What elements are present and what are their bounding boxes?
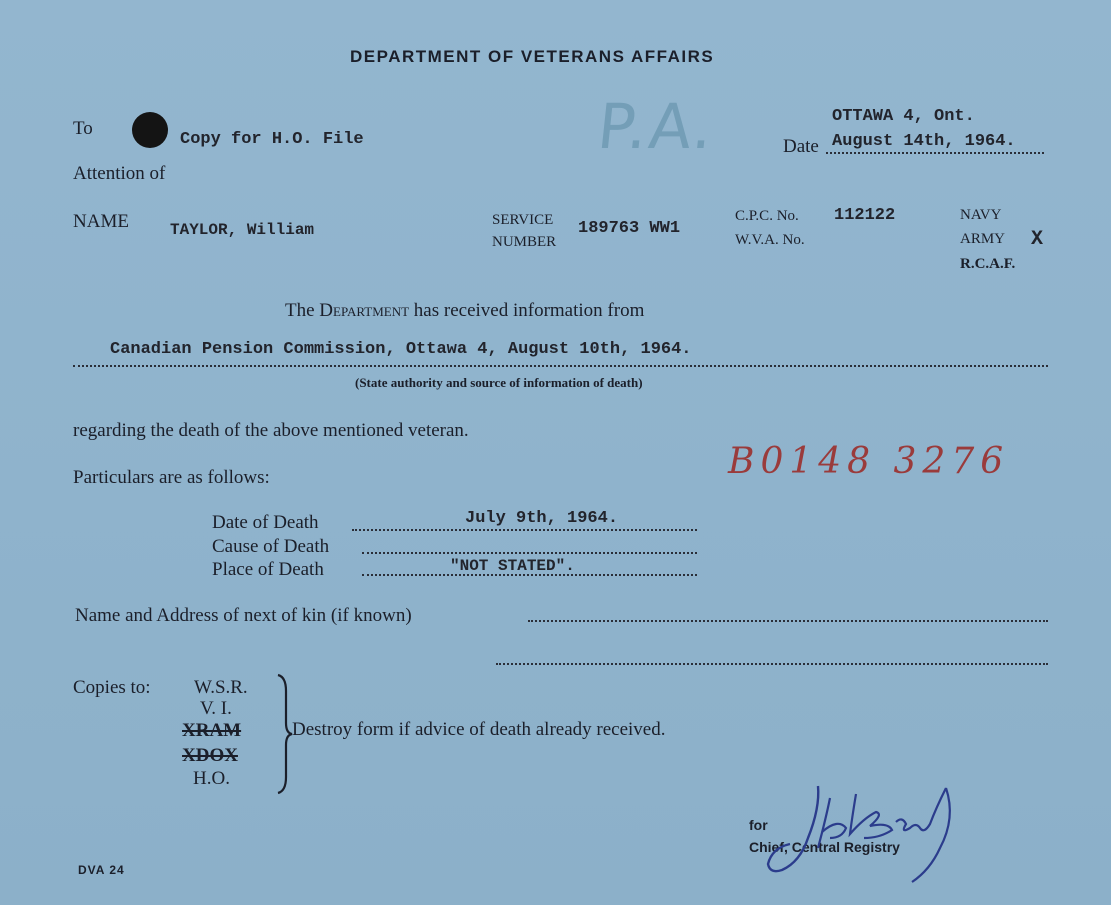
service-label-1: SERVICE <box>492 212 554 228</box>
to-label: To <box>73 118 93 139</box>
source-dotted-line <box>73 365 1048 367</box>
date-of-death-value: July 9th, 1964. <box>465 509 619 528</box>
location-city: OTTAWA 4, Ont. <box>832 107 975 126</box>
source-caption: (State authority and source of information of death) <box>355 375 643 390</box>
branch-navy: NAVY <box>960 207 1002 223</box>
copies-instruction: Destroy form if advice of death already received. <box>292 719 666 740</box>
signature-title: Chief, Central Registry <box>749 839 900 855</box>
signature-for-label: for <box>749 817 768 833</box>
info-intro: The Department has received information from <box>285 300 645 321</box>
date-of-death-line <box>352 529 697 531</box>
copies-item: V. I. <box>200 698 232 719</box>
regarding-text: regarding the death of the above mentioned veteran. <box>73 420 469 441</box>
name-label: NAME <box>73 211 129 232</box>
form-code: DVA 24 <box>78 863 125 877</box>
punch-hole <box>132 112 168 148</box>
info-source: Canadian Pension Commission, Ottawa 4, August 10th, 1964. <box>110 340 692 359</box>
place-of-death-label: Place of Death <box>212 559 324 580</box>
signature-icon <box>760 778 980 888</box>
copies-label: Copies to: <box>73 677 151 698</box>
brace-icon <box>272 673 294 795</box>
next-of-kin-line-2 <box>496 663 1048 665</box>
place-of-death-value: "NOT STATED". <box>450 557 575 575</box>
attention-label: Attention of <box>73 163 166 184</box>
to-value: Copy for H.O. File <box>180 130 364 149</box>
copies-item: H.O. <box>193 768 230 789</box>
cpc-value: 112122 <box>834 206 896 225</box>
pa-stamp: P.A. <box>594 90 719 163</box>
department-title: DEPARTMENT OF VETERANS AFFAIRS <box>350 47 715 66</box>
date-dotted-line <box>826 152 1044 154</box>
cause-of-death-line <box>362 552 697 554</box>
date-value: August 14th, 1964. <box>832 132 1016 151</box>
copies-item: W.S.R. <box>194 677 248 698</box>
next-of-kin-label: Name and Address of next of kin (if known) <box>75 605 412 626</box>
wva-label: W.V.A. No. <box>735 232 805 248</box>
copies-item-struck: XRAM <box>182 720 242 741</box>
branch-rcaf: R.C.A.F. <box>960 256 1016 272</box>
particulars-heading: Particulars are as follows: <box>73 467 270 488</box>
handwritten-file-number: B0148 3276 <box>728 441 1010 482</box>
date-label: Date <box>783 136 819 157</box>
copies-item-struck: XDOX <box>182 745 238 766</box>
cpc-label: C.P.C. No. <box>735 208 799 224</box>
service-number-value: 189763 WW1 <box>578 219 681 238</box>
name-value: TAYLOR, William <box>170 221 315 239</box>
branch-army-mark: X <box>1031 228 1044 251</box>
branch-army: ARMY <box>960 231 1006 247</box>
next-of-kin-line-1 <box>528 620 1048 622</box>
service-label-2: NUMBER <box>492 234 557 250</box>
date-of-death-label: Date of Death <box>212 512 319 533</box>
cause-of-death-label: Cause of Death <box>212 536 330 557</box>
